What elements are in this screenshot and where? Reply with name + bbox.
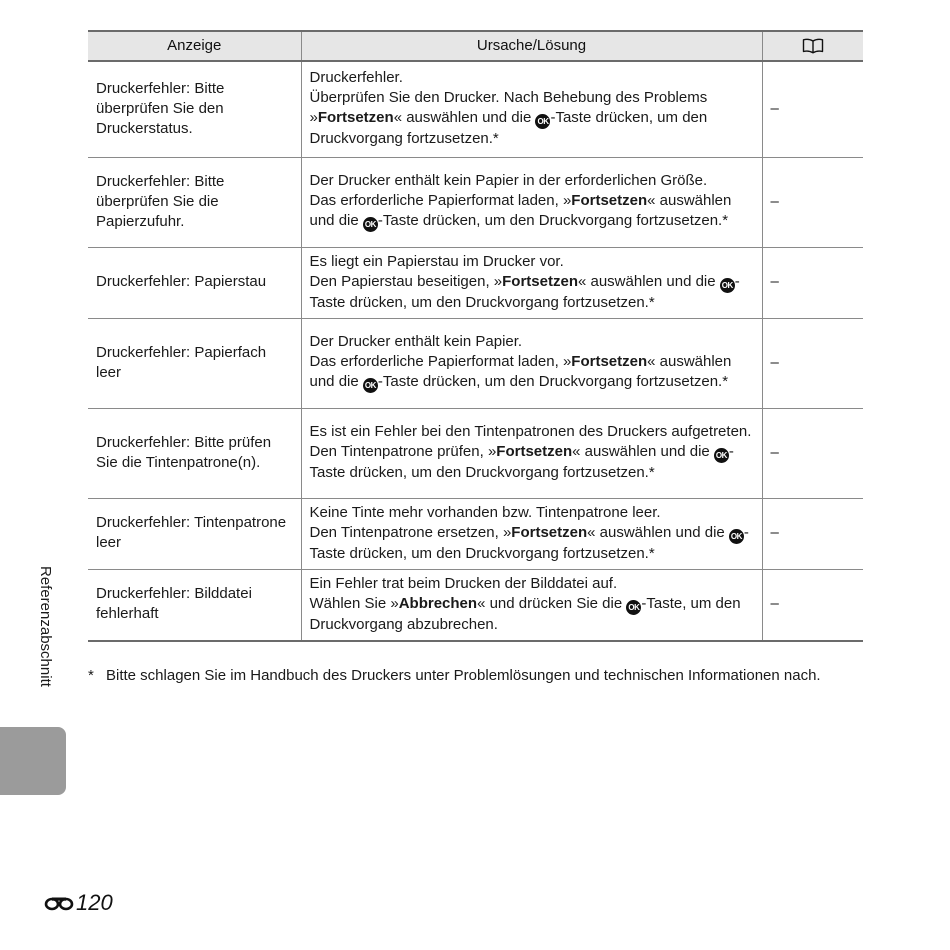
- text-segment: « auswählen und die: [309, 192, 732, 229]
- cause-solution-cell: [301, 157, 762, 247]
- footnote-text: Bitte schlagen Sie im Handbuch des Druckers unter Problemlösungen und technischen Informationen nach.: [106, 667, 821, 684]
- table-row: [88, 569, 863, 641]
- section-tab: [0, 727, 66, 795]
- text-segment: Das erforderliche Papierformat laden, »: [309, 353, 572, 370]
- cause-paragraph: [310, 88, 754, 149]
- cause-paragraph: [310, 191, 754, 232]
- cause-solution-cell: [301, 569, 762, 641]
- text-segment: « und drücken Sie die: [477, 594, 627, 612]
- cause-solution-cell: [301, 498, 762, 569]
- table-header-row: [88, 31, 863, 61]
- text-segment: -Taste drücken, um den Druckvorgang fortzusetzen.*: [309, 443, 734, 481]
- table-row: [88, 61, 863, 157]
- cause-paragraph: [310, 68, 754, 88]
- table-row: [88, 408, 863, 498]
- page-ref-cell: –: [762, 247, 863, 318]
- cause-paragraph: [310, 422, 754, 442]
- header-page-ref: [762, 31, 863, 61]
- ok-button-icon: OK: [363, 217, 378, 232]
- cause-paragraph: [310, 523, 754, 564]
- text-segment: -Taste drücken, um den Druckvorgang fortzusetzen.*: [309, 109, 708, 148]
- text-segment: -Taste drücken, um den Druckvorgang fortzusetzen.*: [377, 212, 729, 229]
- page-number: [44, 890, 113, 916]
- text-segment: Es liegt ein Papierstau im Drucker vor.: [309, 252, 564, 270]
- text-segment: -Taste drücken, um den Druckvorgang fortzusetzen.*: [309, 272, 740, 311]
- table-row: [88, 318, 863, 408]
- menu-option-label: Fortsetzen: [511, 523, 588, 541]
- menu-option-label: Fortsetzen: [317, 109, 394, 127]
- ok-button-icon: OK: [729, 529, 744, 544]
- ok-button-icon: OK: [535, 114, 550, 129]
- text-segment: « auswählen und die: [309, 353, 732, 390]
- text-segment: Den Tintenpatrone ersetzen, »: [309, 523, 512, 541]
- text-segment: Der Drucker enthält kein Papier.: [309, 333, 523, 350]
- page-ref-cell: –: [762, 569, 863, 641]
- text-segment: Den Papierstau beseitigen, »: [309, 272, 503, 290]
- page-number-text: 120: [76, 890, 113, 915]
- cause-paragraph: [310, 252, 754, 272]
- ok-button-icon: OK: [720, 278, 735, 293]
- page-ref-cell: –: [762, 408, 863, 498]
- header-cause-solution: Ursache/Lösung: [301, 31, 762, 61]
- display-message-cell: Druckerfehler: Bitte prüfen Sie die Tintenpatrone(n).: [88, 408, 301, 498]
- text-segment: Wählen Sie »: [309, 594, 399, 612]
- display-message-cell: Druckerfehler: Bitte überprüfen Sie den Druckerstatus.: [88, 61, 301, 157]
- menu-option-label: Fortsetzen: [496, 443, 573, 460]
- table-row: [88, 498, 863, 569]
- cause-paragraph: [310, 574, 754, 594]
- ok-button-icon: OK: [714, 448, 729, 463]
- text-segment: Ein Fehler trat beim Drucken der Bilddatei auf.: [309, 574, 618, 592]
- cause-paragraph: [310, 594, 754, 635]
- header-display: Anzeige: [88, 31, 301, 61]
- table-row: [88, 247, 863, 318]
- cause-paragraph: [310, 272, 754, 313]
- menu-option-label: Abbrechen: [398, 594, 478, 612]
- cause-paragraph: [310, 442, 754, 483]
- ok-button-icon: OK: [626, 600, 641, 615]
- cause-solution-cell: [301, 61, 762, 157]
- text-segment: Druckerfehler.: [309, 69, 403, 87]
- section-side-label: Referenzabschnitt: [37, 566, 54, 687]
- reference-section-icon: [44, 894, 74, 912]
- cause-paragraph: [310, 332, 754, 352]
- cause-solution-cell: [301, 318, 762, 408]
- text-segment: Das erforderliche Papierformat laden, »: [309, 192, 572, 209]
- cause-paragraph: [310, 503, 754, 523]
- text-segment: « auswählen und die: [587, 523, 729, 541]
- page-ref-cell: –: [762, 61, 863, 157]
- text-segment: Keine Tinte mehr vorhanden bzw. Tintenpatrone leer.: [309, 503, 661, 521]
- text-segment: « auswählen und die: [577, 272, 720, 290]
- text-segment: « auswählen und die: [572, 443, 714, 460]
- page-ref-cell: –: [762, 157, 863, 247]
- text-segment: Der Drucker enthält kein Papier in der erforderlichen Größe.: [309, 172, 708, 189]
- display-message-cell: Druckerfehler: Bilddatei fehlerhaft: [88, 569, 301, 641]
- text-segment: « auswählen und die: [393, 109, 536, 127]
- cause-solution-cell: [301, 247, 762, 318]
- text-segment: Den Tintenpatrone prüfen, »: [309, 443, 497, 460]
- page-ref-cell: –: [762, 498, 863, 569]
- text-segment: Es ist ein Fehler bei den Tintenpatronen des Druckers aufgetreten.: [309, 423, 752, 440]
- cause-solution-cell: [301, 408, 762, 498]
- display-message-cell: Druckerfehler: Bitte überprüfen Sie die Papierzufuhr.: [88, 157, 301, 247]
- book-icon: [802, 38, 824, 54]
- text-segment: -Taste drücken, um den Druckvorgang fortzusetzen.*: [309, 523, 749, 562]
- display-message-cell: Druckerfehler: Papierstau: [88, 247, 301, 318]
- text-segment: -Taste, um den Druckvorgang abzubrechen.: [309, 594, 741, 633]
- text-segment: -Taste drücken, um den Druckvorgang fortzusetzen.*: [377, 373, 729, 390]
- display-message-cell: Druckerfehler: Papierfach leer: [88, 318, 301, 408]
- table-row: [88, 157, 863, 247]
- menu-option-label: Fortsetzen: [502, 272, 578, 290]
- menu-option-label: Fortsetzen: [571, 353, 648, 370]
- menu-option-label: Fortsetzen: [571, 192, 648, 209]
- display-message-cell: Druckerfehler: Tintenpatrone leer: [88, 498, 301, 569]
- cause-paragraph: [310, 171, 754, 191]
- error-message-table: [88, 30, 863, 642]
- footnote-marker: *: [88, 667, 94, 684]
- text-segment: Überprüfen Sie den Drucker. Nach Behebung des Problems »: [309, 89, 708, 127]
- footnote: [88, 665, 868, 686]
- cause-paragraph: [310, 352, 754, 393]
- page-ref-cell: –: [762, 318, 863, 408]
- ok-button-icon: OK: [363, 378, 378, 393]
